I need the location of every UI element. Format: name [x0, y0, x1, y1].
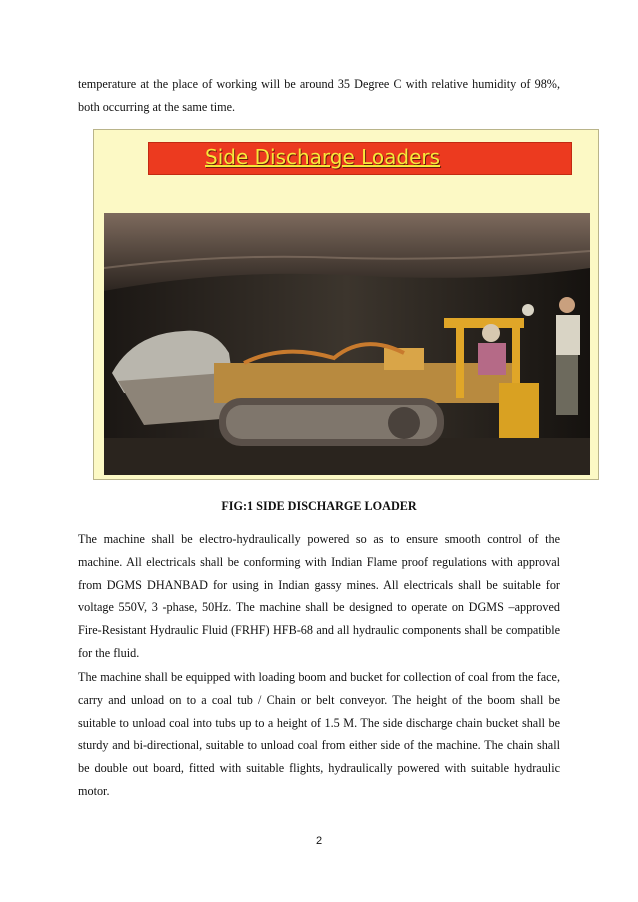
figure-banner-title: Side Discharge Loaders — [205, 145, 441, 169]
figure-banner — [148, 142, 572, 175]
page-number: 2 — [315, 835, 323, 847]
loader-photo — [104, 213, 590, 475]
intro-paragraph: temperature at the place of working will be around 35 Degree C with relative humidity of 98%, both occurring at the same time. — [78, 77, 560, 114]
boom-paragraph: The machine shall be equipped with loading boom and bucket for collection of coal from the face, carry and unload on to a coal tub / Chain or belt conveyor. The height of the boom shall be suitable to unload coal into tubs up to a height of 1.5 M. The side discharge chain bucket shall be sturdy and bi-directional, suitable to unload coal from either side of the machine. The chain shall be double out board, fitted with suitable flights, hydraulically powered with suitable hydraulic motor. — [78, 670, 560, 798]
figure-frame — [93, 129, 599, 480]
figure-caption: FIG:1 SIDE DISCHARGE LOADER — [221, 499, 417, 513]
electrical-paragraph: The machine shall be electro-hydraulically powered so as to ensure smooth control of the machine. All electricals shall be conforming with Indian Flame proof regulations with approval from DGMS DHANBAD for using in Indian gassy mines. All electricals shall be suitable for voltage 550V, 3 -phase, 50Hz. The machine shall be designed to operate on DGMS –approved Fire-Resistant Hydraulic Fluid (FRHF) HFB-68 and all hydraulic components shall be compatible for the fluid. — [78, 532, 560, 660]
loader-photo-illustration — [104, 213, 590, 475]
